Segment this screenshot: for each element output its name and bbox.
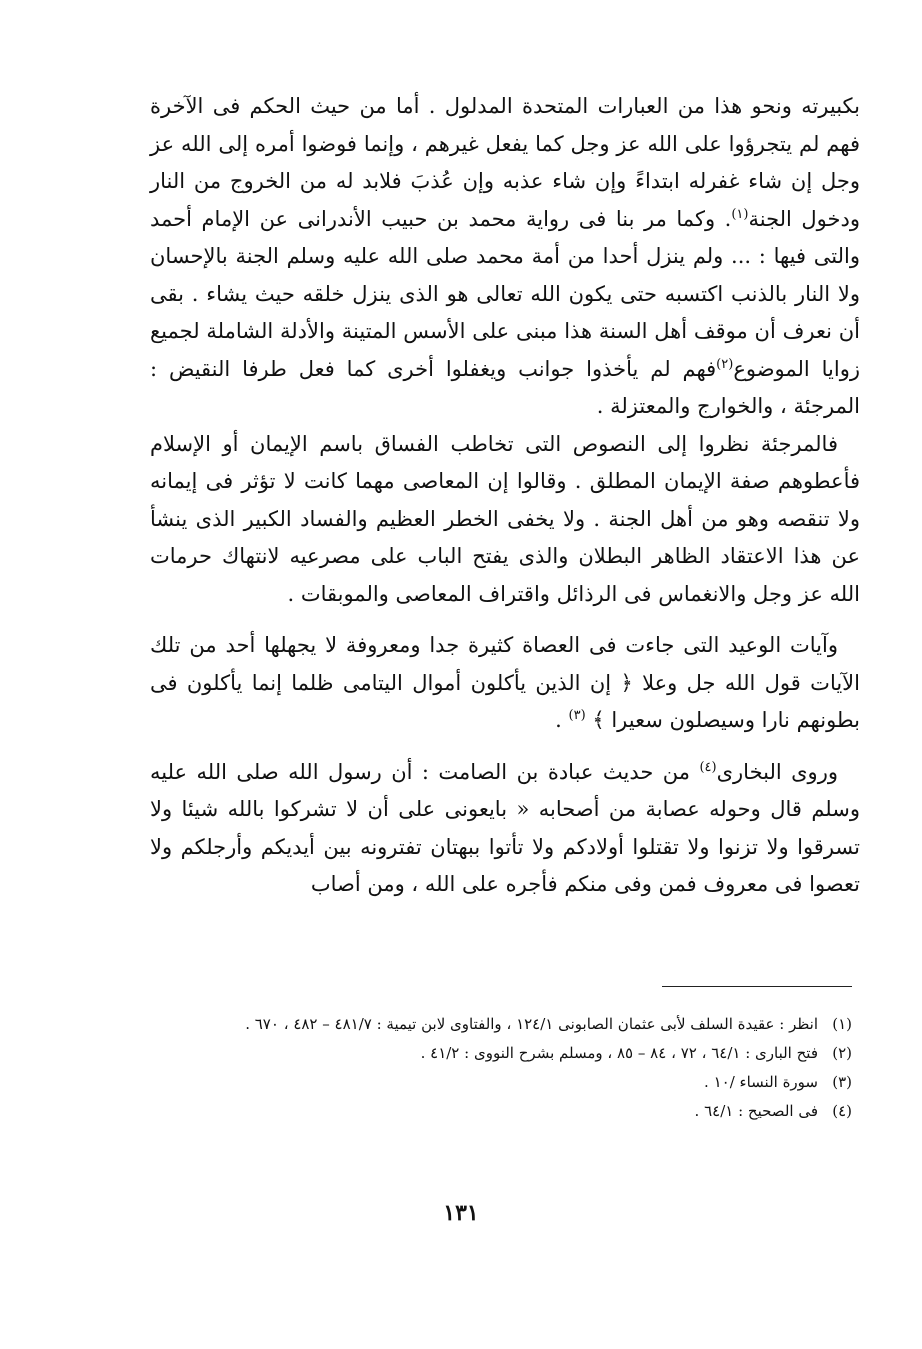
footnote-number: (٢): [832, 1044, 852, 1062]
page-number: ١٣١: [443, 1200, 479, 1226]
footnote-4: [60, 1097, 852, 1126]
footnote-separator: [662, 986, 852, 987]
paragraph-3: [150, 627, 860, 740]
footnote-text: فى الصحيح : ٦٤/١ .: [694, 1102, 818, 1120]
footnotes: [60, 1010, 852, 1126]
paragraph-gap: [150, 740, 860, 754]
footnote-number: (١): [832, 1015, 852, 1033]
footnote-ref-4: (٤): [699, 759, 717, 775]
footnote-1: [60, 1010, 852, 1039]
main-text: [150, 88, 860, 904]
paragraph-3-part-2: .: [555, 708, 562, 732]
paragraph-1-part-3: فهم لم يأخذوا جوانب ويغفلوا أخرى كما فعل طرفا النقيض : المرجئة ، والخوارج والمعتزلة .: [150, 356, 860, 418]
paragraph-2: فالمرجئة نظروا إلى النصوص التى تخاطب الفساق باسم الإيمان أو الإسلام فأعطوهم صفة الإيمان المطلق . وقالوا إن المعاصى مهما كانت لا تؤثر فى إيمانه ولا تنقصه وهو من أهل الجنة . ولا يخفى الخطر العظيم والفساد الكبير الذى ينشأ عن هذا الاعتقاد الظاهر البطلان والذى يفتح الباب على مصرعيه لانتهاك حرمات الله عز وجل والانغماس فى الرذائل واقتراف المعاصى والموبقات .: [150, 431, 860, 606]
paragraph-1: [150, 88, 860, 426]
paragraph-4: [150, 754, 860, 904]
paragraph-4-part-1: وروى البخارى: [716, 759, 838, 784]
paragraph-4-part-2: من حديث عبادة بن الصامت : أن رسول الله صلى الله عليه وسلم قال وحوله عصابة من أصحابه « بايعونى على أن لا تشركوا بالله شيئا ولا تسرقوا ولا تزنوا ولا تقتلوا أولادكم ولا تأتوا ببهتان تفترونه بين أيديكم وأرجلكم ولا تعصوا فى معروف فمن وفى منكم فأجره على الله ، ومن أصاب: [150, 759, 860, 896]
paragraph-gap: [150, 613, 860, 627]
footnote-number: (٣): [832, 1073, 852, 1091]
footnote-number: (٤): [832, 1102, 852, 1120]
footnote-2: [60, 1039, 852, 1068]
footnote-ref-3: (٣): [568, 708, 586, 723]
paragraph-3-part-1: وآيات الوعيد التى جاءت فى العصاة كثيرة جدا ومعروفة لا يجهلها أحد من تلك الآيات قول الله جل وعلا ﴿ إن الذين يأكلون أموال اليتامى ظلما إنما يأكلون فى بطونهم نارا وسيصلون سعيرا ﴾: [150, 633, 860, 732]
footnote-ref-2: (٢): [716, 356, 734, 372]
footnote-ref-1: (١): [731, 206, 749, 222]
footnote-text: سورة النساء /١٠ .: [704, 1073, 818, 1091]
footnote-text: فتح البارى : ٦٤/١ ، ٧٢ ، ٨٤ – ٨٥ ، ومسلم بشرح النووى : ٤١/٢ .: [420, 1044, 818, 1062]
paragraph-1-part-2: . وكما مر بنا فى رواية محمد بن حبيب الأندرانى عن الإمام أحمد والتى فيها : ... ولم ينزل أحدا من أمة محمد صلى الله عليه وسلم الجنة بالإحسان ولا النار بالذنب اكتسبه حتى يكون الله تعالى هو الذى ينزل خلقه حيث يشاء . بقى أن نعرف أن موقف أهل السنة هذا مبنى على الأسس المتينة والأدلة الشاملة لجميع زوايا الموضوع: [150, 206, 860, 381]
footnote-3: [60, 1068, 852, 1097]
footnote-text: انظر : عقيدة السلف لأبى عثمان الصابونى ١٢٤/١ ، والفتاوى لابن تيمية : ٤٨١/٧ – ٤٨٢ ، ٦٧٠ .: [245, 1015, 818, 1033]
paragraph-1-part-1: بكبيرته ونحو هذا من العبارات المتحدة المدلول . أما من حيث الحكم فى الآخرة فهم لم يتجرؤوا على الله عز وجل كما يفعل غيرهم ، وإنما فوضوا أمره إلى الله عز وجل إن شاء غفرله ابتداءً وإن شاء عذبه وإن عُذبَ فلابد له من الخروج من النار ودخول الجنة: [150, 94, 860, 231]
